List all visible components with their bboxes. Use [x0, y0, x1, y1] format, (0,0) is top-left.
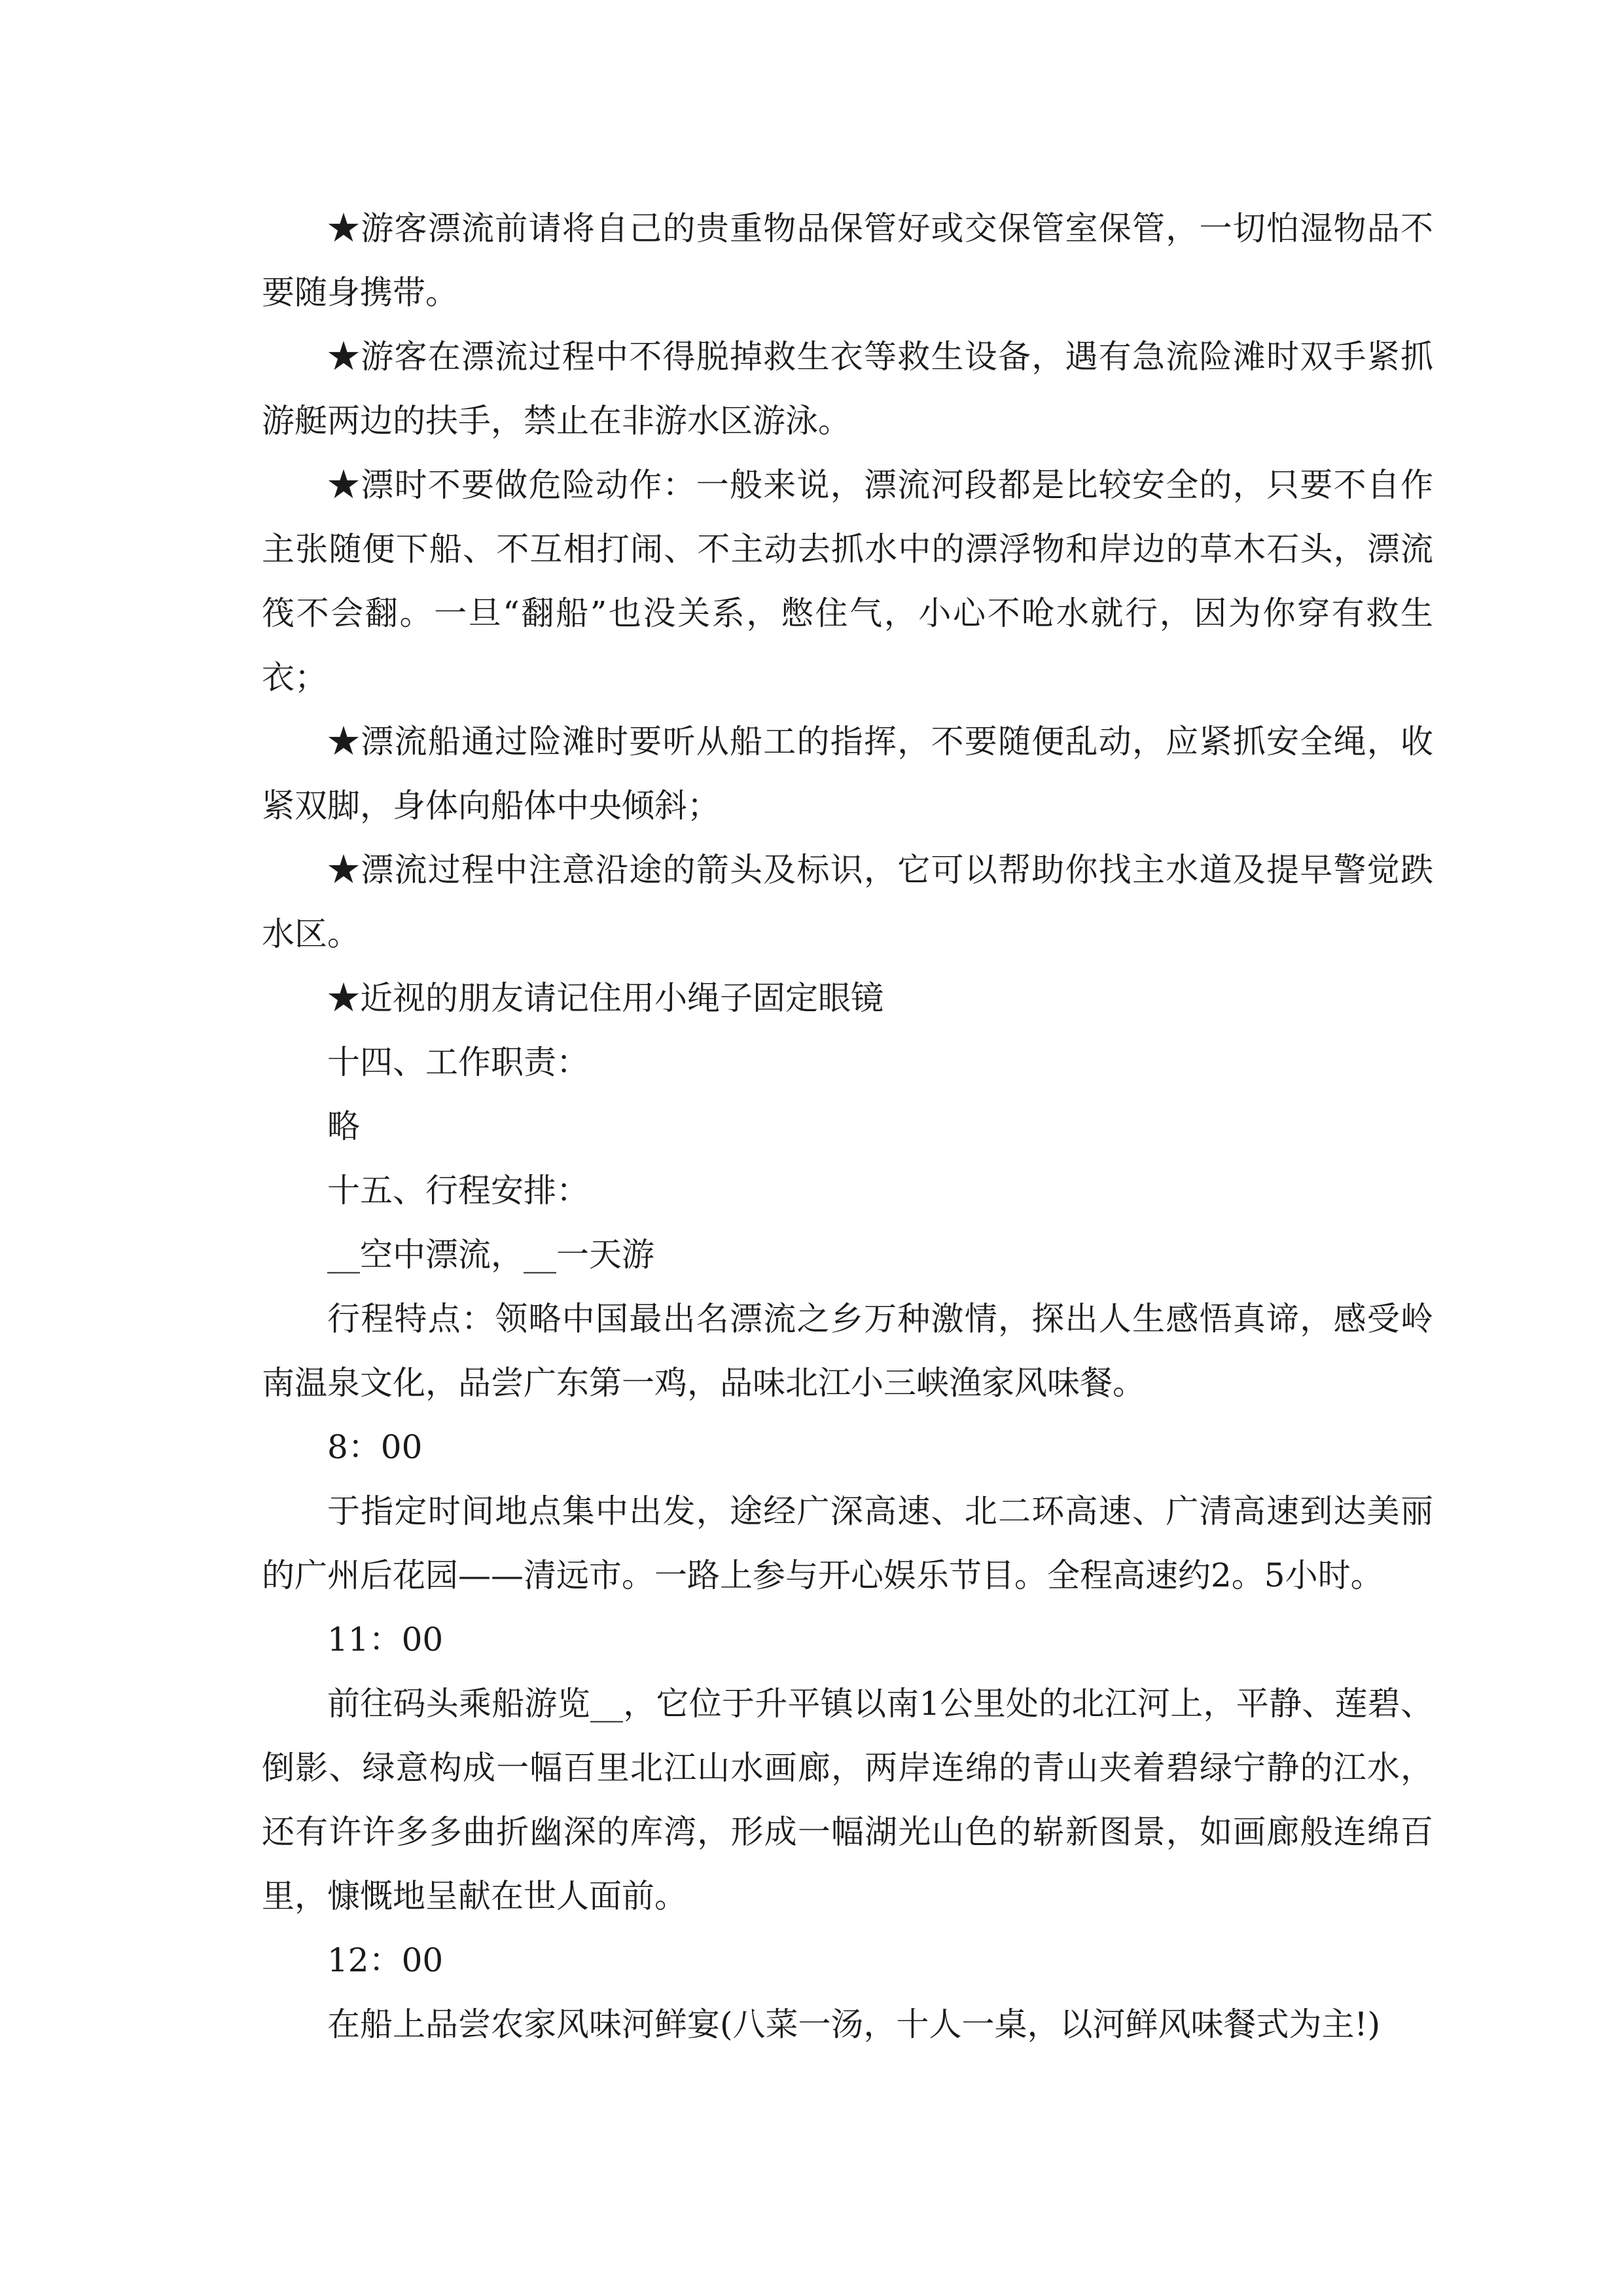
time-0800: 8：00 — [327, 1428, 423, 1466]
itinerary-departure: 于指定时间地点集中出发，途经广深高速、北二环高速、广清高速到达美丽的广州后花园——清远市。一路上参与开心娱乐节目。全程高速约2。5小时。 — [262, 1492, 1433, 1594]
paragraph-valuables-notice: ★游客漂流前请将自己的贵重物品保管好或交保管室保管，一切怕湿物品不要随身携带。 — [262, 209, 1433, 312]
document-body — [262, 196, 1433, 2056]
duties-content: 略 — [327, 1107, 360, 1145]
paragraph-glasses-notice: ★近视的朋友请记住用小绳子固定眼镜 — [327, 979, 883, 1017]
time-1200: 12：00 — [327, 1941, 444, 1979]
section-heading-duties: 十四、工作职责： — [327, 1043, 589, 1081]
itinerary-features: 行程特点：领略中国最出名漂流之乡万种激情，探出人生感悟真谛，感受岭南温泉文化，品尝广东第一鸡，品味北江小三峡渔家风味餐。 — [262, 1300, 1433, 1402]
itinerary-lunch: 在船上品尝农家风味河鲜宴(八菜一汤，十人一桌，以河鲜风味餐式为主!) — [327, 2005, 1381, 2043]
paragraph-life-jacket-notice: ★游客在漂流过程中不得脱掉救生衣等救生设备，遇有急流险滩时双手紧抓游艇两边的扶手，禁止在非游水区游泳。 — [262, 338, 1433, 440]
time-1100: 11：00 — [327, 1621, 444, 1659]
paragraph-no-dangerous-actions: ★漂时不要做危险动作：一般来说，漂流河段都是比较安全的，只要不自作主张随便下船、不互相打闹、不主动去抓水中的漂浮物和岸边的草木石头，漂流筏不会翻。一旦“翻船”也没关系，憋住气，小心不呛水就行，因为你穿有救生衣； — [262, 466, 1433, 696]
itinerary-title: __空中漂流，__一天游 — [327, 1236, 654, 1274]
itinerary-boat-tour: 前往码头乘船游览__，它位于升平镇以南1公里处的北江河上，平静、莲碧、倒影、绿意构成一幅百里北江山水画廊，两岸连绵的青山夹着碧绿宁静的江水，还有许许多多曲折幽深的库湾，形成一幅湖光山色的崭新图景，如画廊般连绵百里，慷慨地呈献在世人面前。 — [262, 1685, 1433, 1915]
paragraph-rapids-instructions: ★漂流船通过险滩时要听从船工的指挥，不要随便乱动，应紧抓安全绳，收紧双脚，身体向船体中央倾斜； — [262, 723, 1433, 825]
section-heading-itinerary: 十五、行程安排： — [327, 1172, 589, 1210]
paragraph-arrow-signs: ★漂流过程中注意沿途的箭头及标识，它可以帮助你找主水道及提早警觉跌水区。 — [262, 851, 1433, 953]
